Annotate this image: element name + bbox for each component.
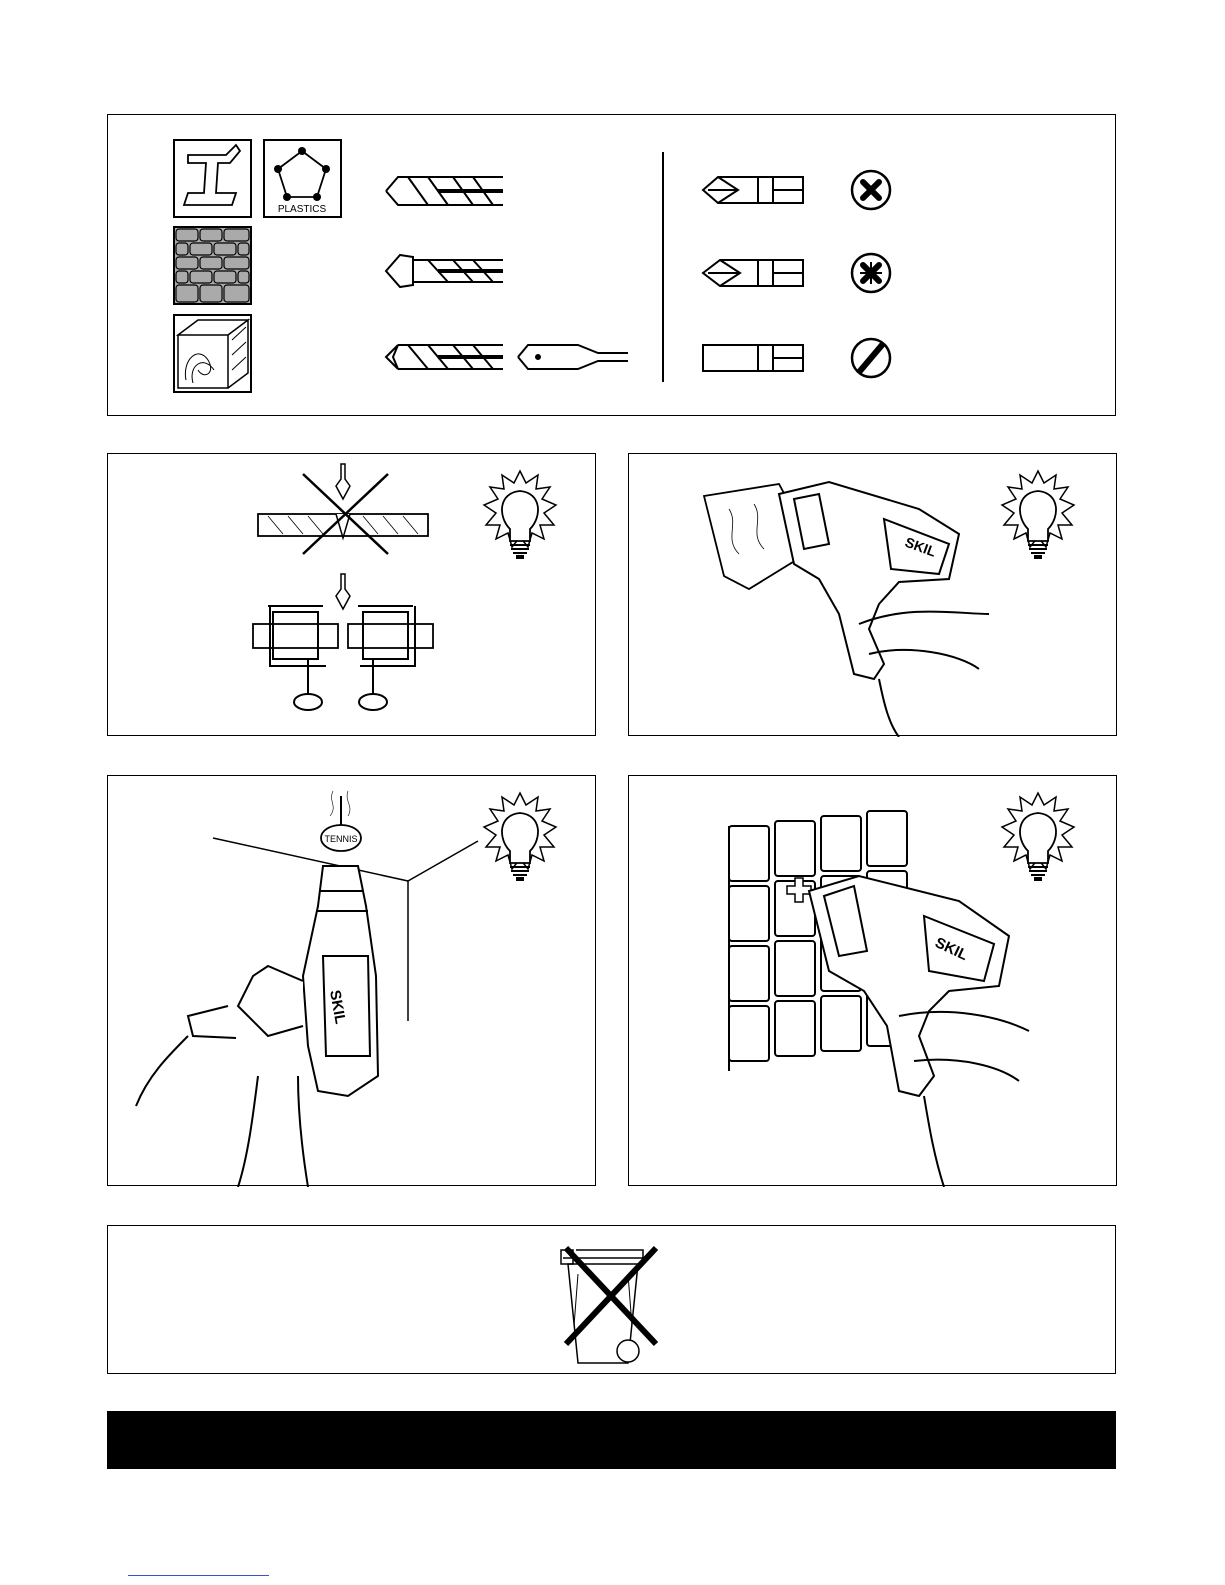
materials-panel [107,114,1116,416]
lightbulb-icon [484,793,556,881]
unsupported-board-illustration [258,464,428,554]
slotted-bit-icon [703,345,803,371]
tile-drilling-panel [628,775,1117,1186]
lightbulb-icon [1002,793,1074,881]
lightbulb-icon [484,471,556,559]
footer-rule [128,1575,269,1576]
pozidriv-bit-icon [703,260,803,286]
dust-collection-panel [628,453,1117,736]
disposal-panel [107,1225,1116,1374]
pozidriv-screw-head-icon [852,254,890,292]
brand-logo: SKIL [326,988,349,1026]
tennis-ball-label: TENNIS [324,834,358,844]
slotted-screw-head-icon [852,339,890,377]
metal-icon [174,140,251,217]
phillips-screw-head-icon [852,171,890,209]
drill-illustration [136,866,378,1187]
phillips-bit-icon [703,177,803,203]
brand-logo: SKIL [932,934,971,965]
drill-illustration [779,482,989,737]
clamped-board-illustration [253,574,433,710]
masonry-icon [174,227,251,304]
tennis-ball-guard [321,791,361,851]
crossed-bin-icon [561,1248,656,1363]
masonry-drill-bit-icon [386,255,503,287]
plastics-label: PLASTICS [277,204,327,215]
brand-logo: SKIL [902,533,939,560]
wood-drill-bit-icon [386,345,503,369]
wood-icon [174,315,251,392]
ceiling-drilling-panel [107,775,596,1186]
clamping-panel [107,453,596,736]
lightbulb-icon [1002,471,1074,559]
spade-bit-icon [518,345,628,369]
metal-drill-bit-icon [386,177,503,205]
plastics-icon [264,140,341,217]
black-banner [107,1411,1116,1469]
